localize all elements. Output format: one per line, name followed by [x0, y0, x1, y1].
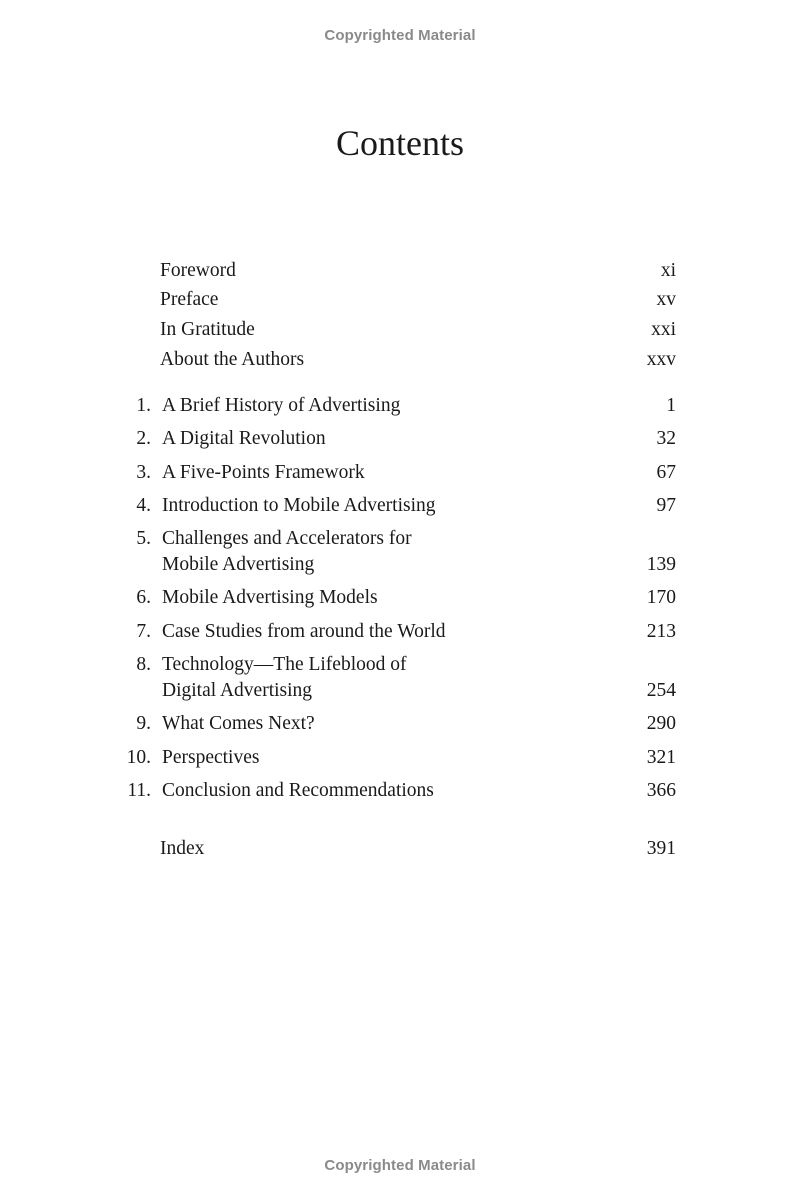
chapter-number: 5. — [136, 528, 151, 550]
chapter-title — [151, 745, 616, 771]
chapter-title — [151, 460, 616, 486]
chapter-title — [151, 526, 616, 578]
chapter-number: 9. — [136, 713, 151, 735]
toc-chapter-2[interactable] — [120, 426, 676, 452]
toc-chapter-5[interactable] — [120, 526, 676, 578]
chapter-title-line: Introduction to Mobile Advertising — [162, 494, 436, 516]
toc-entry-title: In Gratitude — [160, 319, 255, 341]
chapter-title — [151, 619, 616, 645]
page-title: Contents — [335, 123, 464, 163]
toc-entry-foreword[interactable] — [120, 252, 676, 282]
toc-chapter-1[interactable] — [120, 393, 676, 419]
chapter-number: 11. — [127, 779, 151, 801]
toc-entry-page: xxi — [651, 319, 676, 341]
toc-entry-page: 391 — [646, 838, 676, 859]
chapter-title — [151, 393, 616, 419]
toc-chapter-11[interactable] — [120, 778, 676, 804]
chapter-title — [151, 652, 616, 704]
chapter-number: 2. — [136, 428, 151, 450]
toc-entry-title: Preface — [160, 289, 219, 311]
chapter-page: 97 — [656, 494, 676, 516]
chapter-number: 8. — [136, 654, 151, 676]
toc-entry-page: xv — [656, 289, 676, 311]
toc-entry-title: Index — [160, 838, 205, 859]
chapter-number: 6. — [136, 587, 151, 609]
chapter-title — [151, 585, 616, 611]
back-matter-list — [120, 830, 676, 860]
toc-chapter-4[interactable] — [120, 493, 676, 519]
toc-entry-title: About the Authors — [160, 348, 305, 370]
toc-chapter-3[interactable] — [120, 460, 676, 486]
toc-chapter-8[interactable] — [120, 652, 676, 704]
toc-entry-page: xi — [660, 259, 676, 281]
chapter-title — [151, 493, 616, 519]
chapter-title-line: A Digital Revolution — [162, 428, 326, 450]
chapter-page: 32 — [656, 428, 676, 450]
chapter-number: 3. — [136, 461, 151, 483]
toc-entry-page: xxv — [646, 348, 676, 370]
copyright-watermark-bottom: Copyrighted Material — [324, 1157, 476, 1174]
toc-entry-title: Foreword — [160, 259, 236, 281]
chapter-page: 213 — [646, 620, 676, 642]
chapter-title — [151, 426, 616, 452]
chapter-title-line: A Five-Points Framework — [162, 461, 365, 483]
chapter-title-line: Mobile Advertising Models — [162, 587, 378, 609]
chapter-page: 1 — [666, 395, 676, 416]
chapter-title-line: Conclusion and Recommendations — [162, 779, 434, 801]
chapter-title — [151, 711, 616, 737]
chapter-list — [120, 393, 676, 811]
toc-entry-index[interactable] — [120, 830, 676, 860]
chapter-page: 290 — [646, 713, 676, 735]
chapter-title-line: Case Studies from around the World — [162, 620, 446, 642]
chapter-number: 4. — [136, 494, 151, 516]
chapter-title-line: Challenges and Accelerators for — [162, 528, 412, 550]
chapter-page: 254 — [646, 680, 676, 702]
chapter-title-line: Technology—The Lifeblood of — [162, 654, 407, 676]
toc-chapter-6[interactable] — [120, 585, 676, 611]
toc-chapter-7[interactable] — [120, 619, 676, 645]
chapter-page: 139 — [646, 554, 676, 576]
toc-entry-in-gratitude[interactable] — [120, 311, 676, 341]
chapter-page: 321 — [646, 746, 676, 768]
chapter-page: 170 — [646, 587, 676, 609]
chapter-title-line: Perspectives — [162, 746, 260, 768]
copyright-watermark-top: Copyrighted Material — [324, 27, 476, 44]
toc-chapter-9[interactable] — [120, 711, 676, 737]
toc-chapter-10[interactable] — [120, 745, 676, 771]
chapter-number: 7. — [136, 620, 151, 642]
chapter-title — [151, 778, 616, 804]
chapter-title-line: A Brief History of Advertising — [162, 395, 401, 416]
toc-entry-about-the-authors[interactable] — [120, 341, 676, 371]
chapter-title-line: Mobile Advertising — [162, 554, 315, 576]
chapter-title-line: Digital Advertising — [162, 680, 313, 702]
toc-entry-preface[interactable] — [120, 282, 676, 312]
chapter-page: 67 — [656, 461, 676, 483]
chapter-title-line: What Comes Next? — [162, 713, 315, 735]
chapter-number: 1. — [136, 395, 151, 416]
chapter-number: 10. — [126, 746, 151, 768]
chapter-page: 366 — [646, 779, 676, 801]
front-matter-list — [120, 252, 676, 371]
